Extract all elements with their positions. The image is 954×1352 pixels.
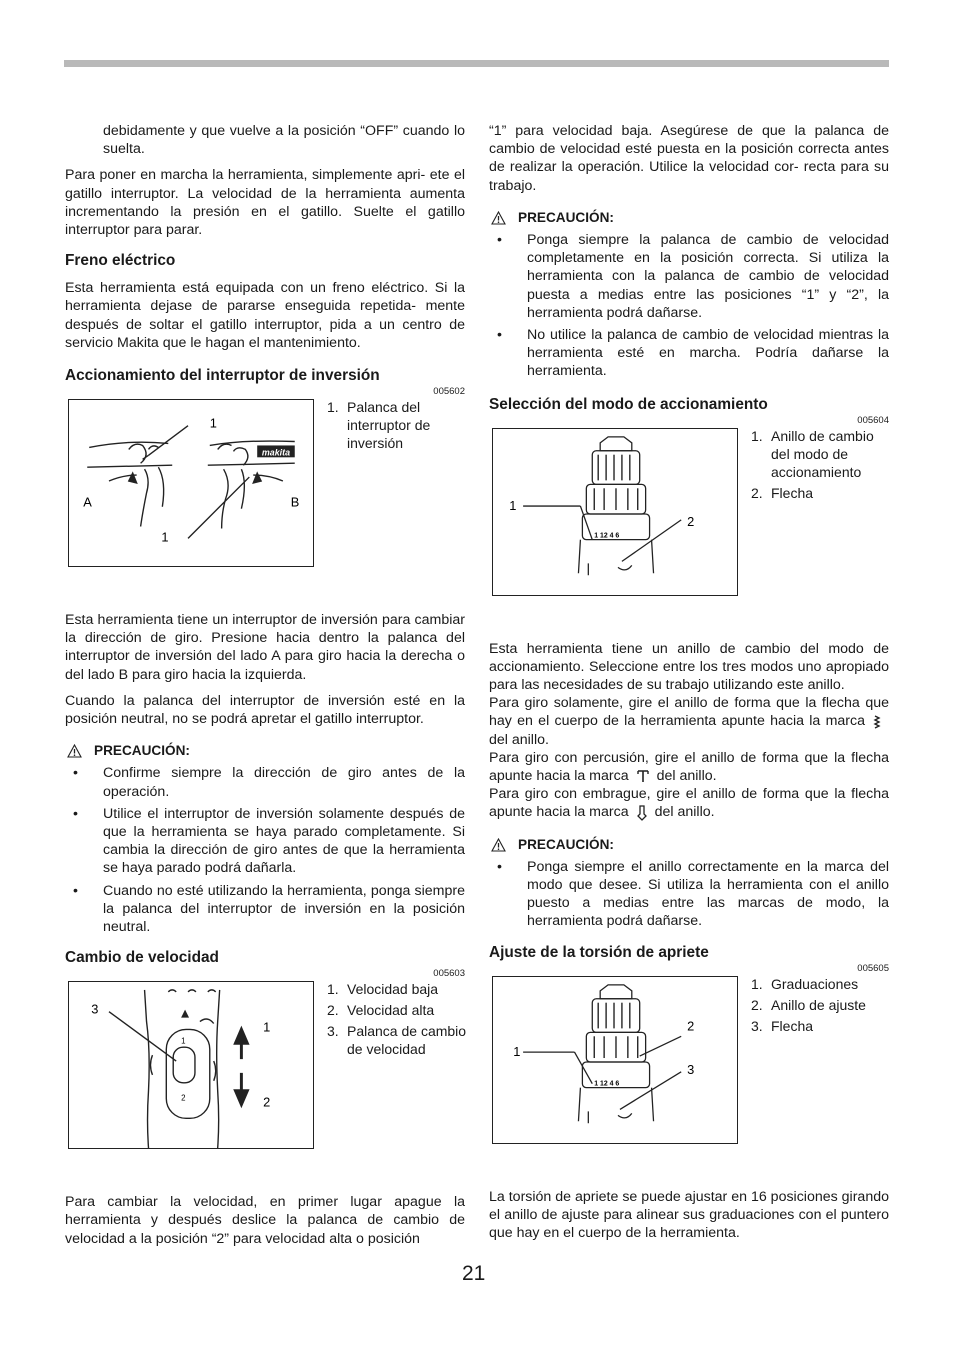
caution-list xyxy=(65,764,465,936)
callout-1: 1 xyxy=(263,1019,271,1035)
drill-mode-icon xyxy=(873,715,881,729)
label-b: B xyxy=(290,494,300,510)
callout-3: 3 xyxy=(91,1001,99,1017)
figure-speed-change xyxy=(65,981,465,1157)
caution-heading: PRECAUCIÓN: xyxy=(65,742,465,760)
legend-item: 2. Anillo de ajuste xyxy=(751,996,866,1013)
legend-item: 2. Flecha xyxy=(751,484,814,501)
figure-legend xyxy=(327,398,467,455)
reversing-switch-illustration xyxy=(69,400,313,566)
right-column xyxy=(489,122,889,1250)
figure-frame xyxy=(68,399,314,567)
paragraph-reversing-2: Cuando la palanca del interruptor de inversión esté en la posición neutral, no se podrá apretar el gatillo interruptor. xyxy=(65,692,465,728)
figure-torque-adjust xyxy=(489,976,889,1152)
paragraph-mode-1: Esta herramienta tiene un anillo de cambio del modo de accionamiento. Seleccione entre los tres modos uno apropiado para las necesidades de su trabajo utilizando este anillo. xyxy=(489,640,889,694)
paragraph-electric-brake: Esta herramienta está equipada con un freno eléctrico. Si la herramienta dejase de pararse enseguida repetida- mente después de soltar el gatillo interruptor, pida a un centro de servicio Makita que le hagan el mantenimiento. xyxy=(65,280,465,351)
heading-speed-change: Cambio de velocidad xyxy=(65,949,219,967)
list-item: • Cuando no esté utilizando la herramienta, ponga siempre la palanca del interruptor de inversión en la posición neutral. xyxy=(73,882,465,936)
left-column xyxy=(65,122,465,1256)
figure-code: 005604 xyxy=(857,414,889,426)
callout-1-bottom: 1 xyxy=(161,529,169,545)
page-number: 21 xyxy=(462,1262,486,1285)
paragraph-mode-2: Para giro solamente, gire el anillo de forma que la flecha que hay en el cuerpo de la herramienta apunte hacia la marcadel anillo. xyxy=(489,695,889,748)
list-item: • Ponga siempre el anillo correctamente en la marca del modo que desee. Si utiliza la herramienta con el anillo puesto a medias entre las marcas de modo, la herramienta podrá dañarse. xyxy=(497,858,889,930)
callout-3: 3 xyxy=(687,1061,695,1077)
lever-mark-1: 1 xyxy=(181,1036,186,1046)
figure-code: 005605 xyxy=(857,962,889,974)
paragraph-continuation: debidamente y que vuelve a la posición “OFF” cuando lo suelta. xyxy=(103,123,465,158)
callout-2: 2 xyxy=(687,513,695,529)
warning-icon xyxy=(491,838,506,852)
caution-heading: PRECAUCIÓN: xyxy=(489,209,889,227)
legend-item: 1. Anillo de cambio del modo de accionamiento xyxy=(751,427,874,480)
brand-logo: makita xyxy=(261,447,291,458)
screw-mode-icon xyxy=(637,805,647,821)
callout-1: 1 xyxy=(509,497,517,513)
callout-2: 2 xyxy=(687,1018,695,1034)
legend-item: 2. Velocidad alta xyxy=(327,1002,435,1019)
callout-1-top: 1 xyxy=(209,415,217,431)
paragraph-mode-4: Para giro con embrague, gire el anillo de forma que la flecha apunte hacia la marca del anillo. xyxy=(489,786,889,821)
list-item: • Ponga siempre la palanca de cambio de velocidad completamente en la posición correcta. Si utiliza la herramienta con la palanca de cambio de velocidad puesta a medias entre las posiciones “1” y “2”, la herramienta podrá dañarse. xyxy=(497,232,889,321)
heading-reversing-switch: Accionamiento del interruptor de inversión xyxy=(65,367,380,385)
ring-scale: 1 12 4 6 xyxy=(594,1080,620,1088)
heading-torque-adjust: Ajuste de la torsión de apriete xyxy=(489,943,709,961)
legend-item: 1. Palanca del interruptor de inversión xyxy=(327,399,431,452)
figure-reversing-switch xyxy=(65,399,465,575)
figure-frame xyxy=(492,976,738,1144)
warning-icon xyxy=(491,211,506,225)
legend-item: 3. Palanca de cambio de velocidad xyxy=(327,1023,467,1058)
legend-item: 3. Flecha xyxy=(751,1017,814,1034)
figure-legend xyxy=(327,980,467,1061)
callout-1: 1 xyxy=(513,1043,521,1059)
torque-ring-illustration xyxy=(493,977,737,1143)
speed-lever-illustration xyxy=(69,982,313,1148)
callout-2: 2 xyxy=(263,1094,271,1110)
list-item: • No utilice la palanca de cambio de velocidad mientras la herramienta esté en marcha. Podría dañarse la herramienta. xyxy=(497,327,889,380)
figure-code: 005602 xyxy=(433,386,465,398)
caution-list xyxy=(489,858,889,931)
lever-mark-2: 2 xyxy=(181,1093,186,1103)
list-item: • Utilice el interruptor de inversión solamente después de que la herramienta se haya parado completamente. Si cambia la dirección de giro antes de que la herramienta se haya parado podrá dañarla. xyxy=(73,805,465,877)
label-a: A xyxy=(83,494,92,510)
figure-code: 005603 xyxy=(433,968,465,980)
caution-list xyxy=(489,231,889,381)
caution-heading: PRECAUCIÓN: xyxy=(489,836,889,854)
hammer-mode-icon xyxy=(637,769,649,783)
warning-icon xyxy=(67,744,82,758)
paragraph-reversing-1: Esta herramienta tiene un interruptor de inversión para cambiar la dirección de giro. Presione hacia dentro la palanca del interruptor de inversión del lado A para giro hacia la derecha o del lado B para giro hacia la izquierda. xyxy=(65,612,465,683)
figure-legend xyxy=(751,975,891,1038)
mode-ring-illustration xyxy=(493,429,737,595)
header-bar xyxy=(64,60,889,67)
figure-frame xyxy=(68,981,314,1149)
paragraph-continuation: “1” para velocidad baja. Asegúrese de que la palanca de cambio de velocidad esté puesta en la posición correcta antes de realizar la operación. Utilice la velocidad cor- recta para su trabajo. xyxy=(489,123,889,194)
legend-item: 1. Graduaciones xyxy=(751,975,859,992)
list-item: • Confirme siempre la dirección de giro antes de la operación. xyxy=(73,765,465,800)
figure-frame xyxy=(492,428,738,596)
ring-scale: 1 12 4 6 xyxy=(594,532,620,540)
heading-electric-brake: Freno eléctrico xyxy=(65,252,176,270)
figure-legend xyxy=(751,427,891,505)
paragraph-start-tool: Para poner en marcha la herramienta, simplemente apri- ete el gatillo interruptor. La velocidad de la herramienta aumenta incrementando la presión en el gatillo. Suelte el gatillo interruptor para parar. xyxy=(65,167,465,239)
paragraph-speed-change: Para cambiar la velocidad, en primer lugar apague la herramienta y después deslice la palanca de cambio de velocidad a la posición “2” para velocidad alta o posición xyxy=(65,1194,465,1247)
paragraph-torque: La torsión de apriete se puede ajustar en 16 posiciones girando el anillo de ajuste para alinear sus graduaciones con el puntero que hay en el cuerpo de la herramienta. xyxy=(489,1188,889,1242)
heading-action-mode: Selección del modo de accionamiento xyxy=(489,395,768,413)
figure-action-mode xyxy=(489,428,889,604)
paragraph-mode-3: Para giro con percusión, gire el anillo de forma que la flecha apunte hacia la marca del anillo. xyxy=(489,749,889,785)
legend-item: 1. Velocidad baja xyxy=(327,981,439,998)
